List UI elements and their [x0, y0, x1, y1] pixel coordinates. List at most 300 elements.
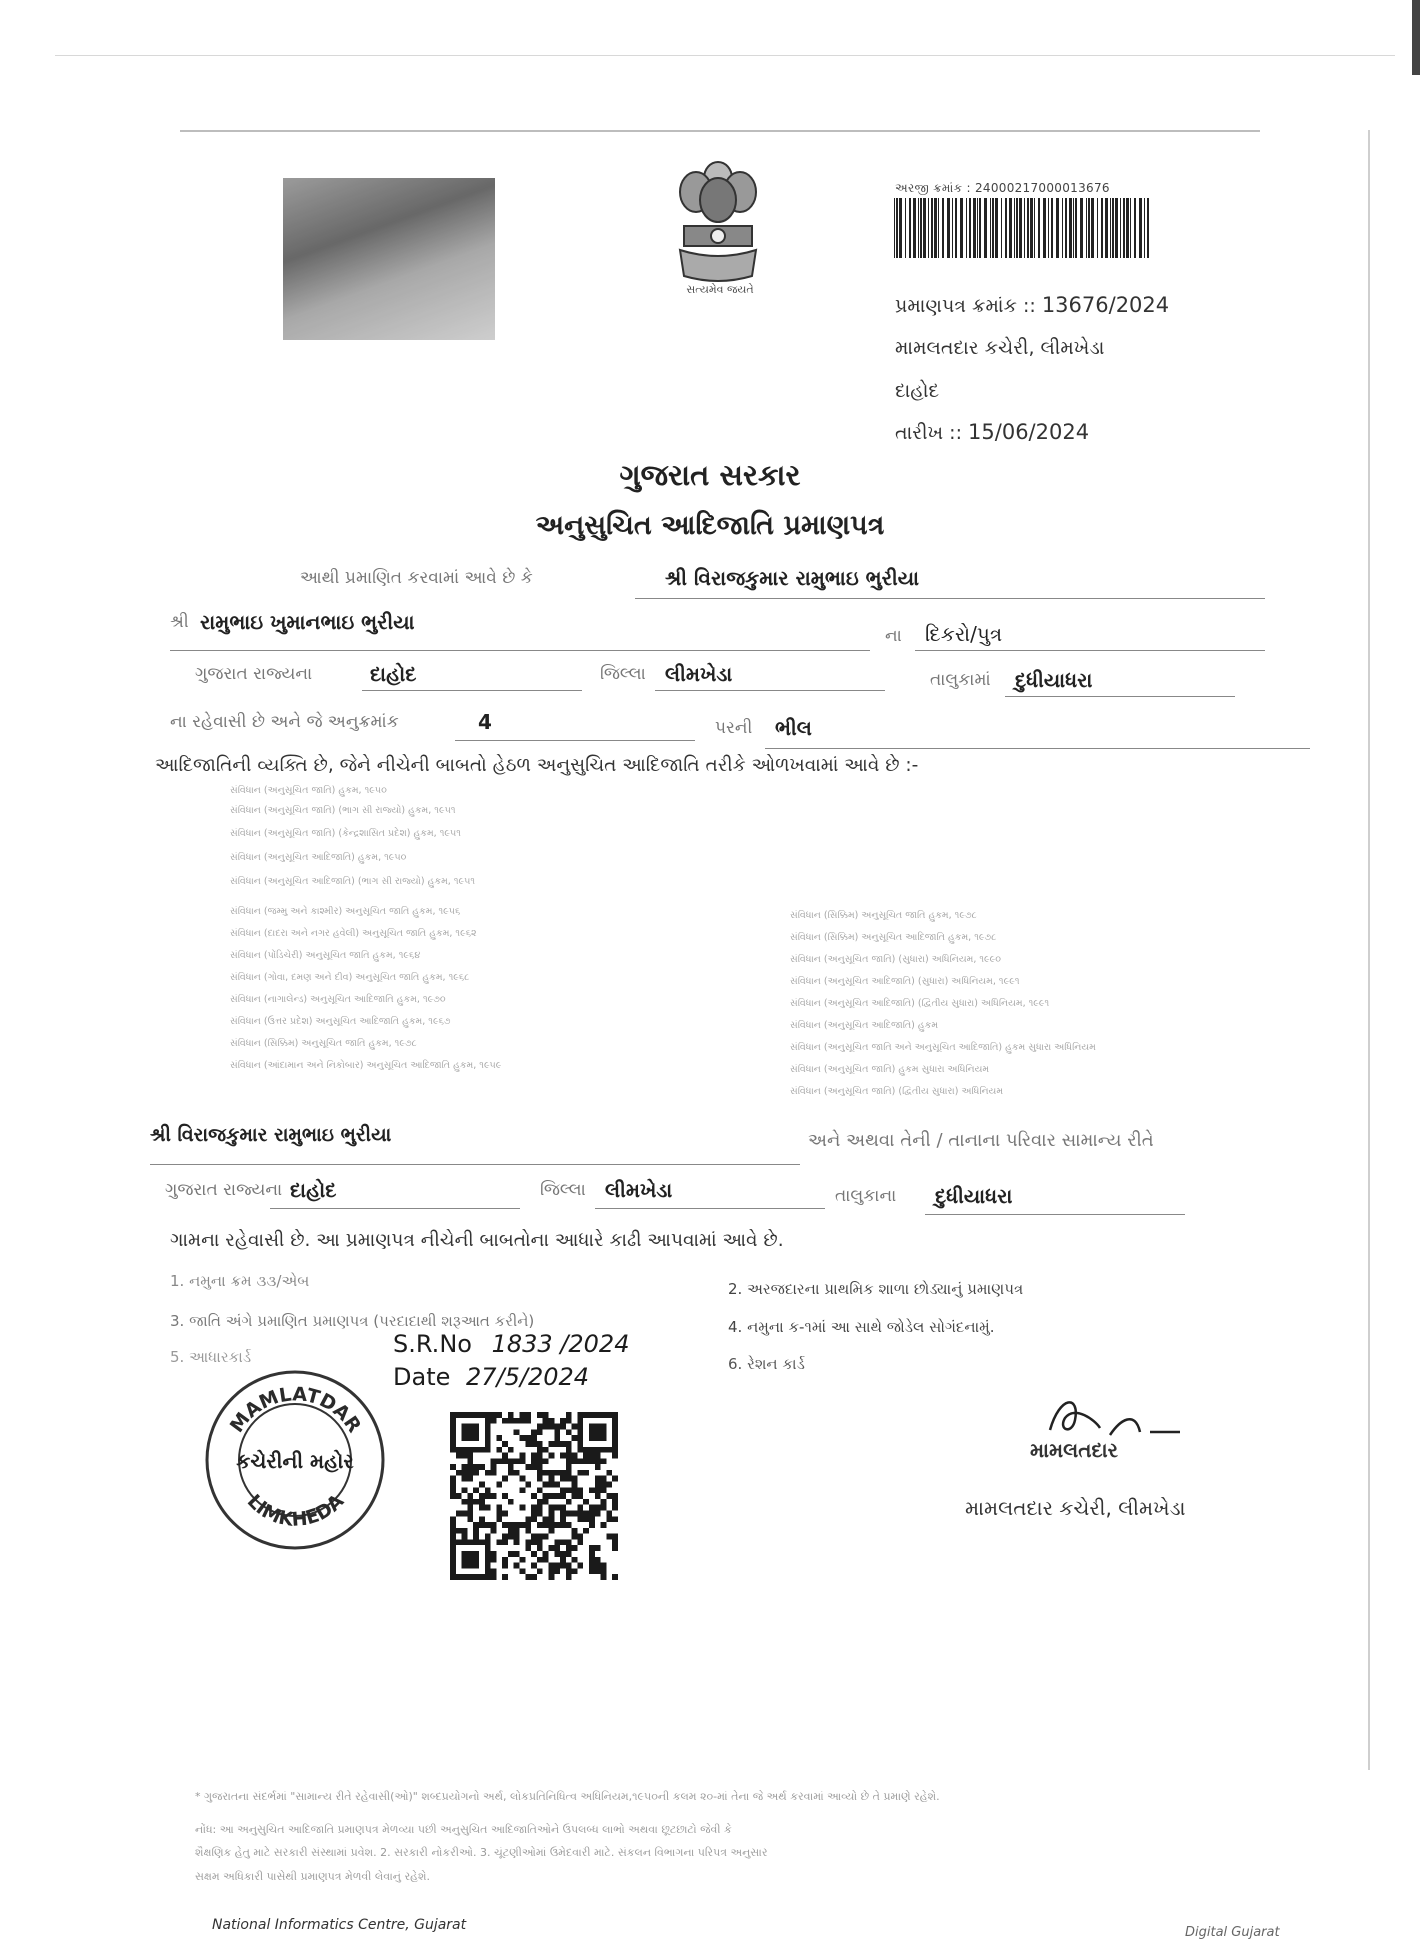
qr-module [485, 1435, 491, 1441]
qr-module [473, 1435, 479, 1441]
state-district-underline [362, 690, 582, 691]
qr-module [456, 1470, 462, 1476]
certificate-number-label: પ્રમાણપત્ર ક્રમાંક :: [895, 295, 1036, 317]
qr-module [612, 1412, 618, 1418]
issue-date-label: તારીખ :: [895, 422, 962, 444]
qr-module [479, 1505, 485, 1511]
qr-module [456, 1453, 462, 1459]
qr-module [560, 1505, 566, 1511]
qr-module [491, 1493, 497, 1499]
qr-module [502, 1418, 508, 1424]
qr-module [595, 1424, 601, 1430]
qr-module [612, 1516, 618, 1522]
document-4: 4. નમુના ક-૧માં આ સાથે જોડેલ સોગંદનામું. [728, 1318, 995, 1336]
qr-module [491, 1574, 497, 1580]
barcode-bar [899, 198, 902, 258]
qr-module [572, 1557, 578, 1563]
qr-module [554, 1429, 560, 1435]
state-district-underline-2 [270, 1208, 520, 1209]
qr-module [525, 1528, 531, 1534]
fine-print-right-5: સંવિધાન (અનુસૂચિત આદિજાતિ) (દ્વિતીય સુધારા) અધિનિયમ, ૧૯૯૧ [790, 998, 1050, 1009]
qr-module [560, 1424, 566, 1430]
qr-module [601, 1458, 607, 1464]
qr-module [566, 1476, 572, 1482]
frame-top-border [180, 130, 1260, 132]
qr-module [473, 1499, 479, 1505]
qr-module [566, 1574, 572, 1580]
qr-module [508, 1412, 514, 1418]
qr-module [548, 1441, 554, 1447]
qr-module [525, 1574, 531, 1580]
document-3: 3. જાતિ અંગે પ્રમાણિત પ્રમાણપત્ર (પરદાદાથી શરૂઆત કરીને) [170, 1312, 535, 1330]
qr-module [514, 1528, 520, 1534]
qr-module [531, 1510, 537, 1516]
qr-module [554, 1551, 560, 1557]
qr-module [462, 1412, 468, 1418]
qr-module [502, 1476, 508, 1482]
qr-module [520, 1568, 526, 1574]
qr-module [595, 1487, 601, 1493]
qr-module [560, 1470, 566, 1476]
qr-module [450, 1435, 456, 1441]
qr-module [572, 1545, 578, 1551]
qr-module [554, 1545, 560, 1551]
qr-module [467, 1476, 473, 1482]
qr-module [560, 1487, 566, 1493]
qr-module [543, 1493, 549, 1499]
barcode-bar [928, 198, 929, 258]
qr-module [462, 1574, 468, 1580]
father-name-underline [170, 650, 870, 651]
qr-module [577, 1505, 583, 1511]
sr-number-value: 1833 /2024 [491, 1330, 630, 1358]
qr-module [595, 1447, 601, 1453]
qr-module [589, 1563, 595, 1569]
scan-top-line [55, 55, 1395, 56]
seal-center-text: કચેરીની મહોર [236, 1449, 354, 1473]
barcode-bar [1080, 198, 1083, 258]
qr-module [548, 1493, 554, 1499]
qr-module [560, 1418, 566, 1424]
fine-print-left-3: સંવિધાન (પોંડિચેરી) અનુસૂચિત જાતિ હુકમ, ૧૯૬૪ [230, 950, 421, 961]
qr-module [543, 1447, 549, 1453]
qr-module [560, 1522, 566, 1528]
qr-module [572, 1487, 578, 1493]
qr-module [548, 1424, 554, 1430]
qr-module [601, 1568, 607, 1574]
qr-module [473, 1429, 479, 1435]
qr-module [514, 1539, 520, 1545]
qr-module [543, 1551, 549, 1557]
qr-module [612, 1453, 618, 1459]
qr-module [601, 1563, 607, 1569]
qr-module [601, 1574, 607, 1580]
qr-module [566, 1458, 572, 1464]
qr-module [595, 1545, 601, 1551]
qr-module [566, 1464, 572, 1470]
barcode-bar [1030, 198, 1033, 258]
barcode-bar [977, 198, 978, 258]
qr-module [589, 1551, 595, 1557]
barcode-bar [1147, 198, 1149, 258]
qr-module [554, 1505, 560, 1511]
qr-module [601, 1499, 607, 1505]
qr-module [612, 1441, 618, 1447]
barcode-bar [905, 198, 906, 258]
qr-module [485, 1568, 491, 1574]
taluka-label-2: તાલુકાના [835, 1186, 897, 1206]
qr-module [502, 1563, 508, 1569]
qr-module [508, 1551, 514, 1557]
qr-module [502, 1534, 508, 1540]
qr-module [612, 1505, 618, 1511]
digital-gujarat-credit: Digital Gujarat [1185, 1925, 1280, 1940]
qr-module [577, 1487, 583, 1493]
qr-module [462, 1487, 468, 1493]
qr-module [479, 1574, 485, 1580]
qr-module [485, 1412, 491, 1418]
qr-module [525, 1412, 531, 1418]
district-label-2: જિલ્લા [540, 1180, 586, 1200]
fine-print-left-4: સંવિધાન (ગોવા, દમણ અને દીવ) અનુસૂચિત જાતિ હુકમ, ૧૯૬૮ [230, 972, 470, 983]
qr-module [520, 1522, 526, 1528]
qr-module [502, 1557, 508, 1563]
qr-module [595, 1510, 601, 1516]
emblem-motto: સત્યમેવ જયતે [686, 283, 754, 296]
qr-module [491, 1557, 497, 1563]
qr-module [456, 1510, 462, 1516]
qr-module [456, 1412, 462, 1418]
qr-module [531, 1574, 537, 1580]
declaration-text: આદિજાતિની વ્યક્તિ છે, જેને નીચેની બાબતો હેઠળ અનુસુચિત આદિજાતિ તરીકે ઓળખવામાં આવે છે :- [155, 755, 919, 776]
qr-module [520, 1412, 526, 1418]
qr-module [537, 1447, 543, 1453]
qr-module [531, 1458, 537, 1464]
barcode-bar [1105, 198, 1108, 258]
qr-module [450, 1539, 456, 1545]
qr-module [479, 1464, 485, 1470]
qr-module [456, 1574, 462, 1580]
barcode-bar [1062, 198, 1063, 258]
qr-module [514, 1551, 520, 1557]
qr-module [525, 1539, 531, 1545]
qr-module [462, 1429, 468, 1435]
government-title: ગુજરાત સરકાર [619, 458, 801, 492]
barcode-bar [913, 198, 916, 258]
qr-module [537, 1464, 543, 1470]
qr-module [554, 1470, 560, 1476]
sr-date-value: 27/5/2024 [466, 1363, 590, 1391]
qr-module [577, 1441, 583, 1447]
taluka-value-2: દુધીયાધરા [935, 1184, 1013, 1208]
qr-module [543, 1499, 549, 1505]
national-emblem-icon [662, 150, 774, 300]
qr-module [502, 1510, 508, 1516]
sr-number-label: S.R.No [393, 1330, 472, 1358]
qr-module [537, 1412, 543, 1418]
qr-module [485, 1493, 491, 1499]
qr-module [485, 1545, 491, 1551]
qr-module [479, 1499, 485, 1505]
fine-print-left-2: સંવિધાન (દાદરા અને નગર હવેલી) અનુસૂચિત જાતિ હુકમ, ૧૯૬૨ [230, 928, 477, 939]
qr-module [462, 1435, 468, 1441]
barcode [892, 198, 1152, 258]
qr-module [473, 1534, 479, 1540]
qr-module [589, 1487, 595, 1493]
qr-module [502, 1453, 508, 1459]
barcode-bar [1014, 198, 1015, 258]
qr-module [491, 1464, 497, 1470]
svg-text:MAMLATDAR [226, 1383, 366, 1437]
qr-module [462, 1528, 468, 1534]
qr-module [606, 1516, 612, 1522]
barcode-bar [1024, 198, 1025, 258]
qr-module [583, 1447, 589, 1453]
basis-sentence: ગામના રહેવાસી છે. આ પ્રમાણપત્ર નીચેની બાબતોના આધારે કાઢી આપવામાં આવે છે. [170, 1230, 784, 1251]
qr-module [560, 1557, 566, 1563]
qr-module [502, 1574, 508, 1580]
qr-module [473, 1563, 479, 1569]
qr-module [554, 1441, 560, 1447]
qr-module [595, 1493, 601, 1499]
qr-module [543, 1412, 549, 1418]
qr-module [485, 1447, 491, 1453]
qr-module [508, 1464, 514, 1470]
barcode-bar [1088, 198, 1090, 258]
qr-module [531, 1563, 537, 1569]
qr-module [577, 1418, 583, 1424]
qr-module [560, 1453, 566, 1459]
qr-module [537, 1487, 543, 1493]
barcode-bar [1065, 198, 1067, 258]
certify-label: આથી પ્રમાણિત કરવામાં આવે છે કે [300, 568, 533, 588]
qr-module [566, 1412, 572, 1418]
barcode-bar [952, 198, 953, 258]
qr-module [583, 1499, 589, 1505]
qr-module [560, 1441, 566, 1447]
qr-module [525, 1516, 531, 1522]
qr-module [566, 1418, 572, 1424]
fine-print-wide-1: સંવિધાન (અનુસૂચિત જાતિ) હુકમ, ૧૯૫૦ [230, 785, 387, 796]
qr-module [525, 1482, 531, 1488]
caste-label: પરની [715, 718, 753, 738]
frame-right-border [1368, 130, 1370, 1770]
qr-module [473, 1487, 479, 1493]
qr-module [531, 1534, 537, 1540]
fine-print-right-2: સંવિધાન (સિક્કિમ) અનુસૂચિત આદિજાતિ હુકમ, ૧૯૭૮ [790, 932, 997, 943]
qr-module [467, 1510, 473, 1516]
qr-module [531, 1505, 537, 1511]
qr-module [531, 1516, 537, 1522]
qr-module [577, 1534, 583, 1540]
qr-module [473, 1470, 479, 1476]
qr-module [612, 1499, 618, 1505]
qr-module [525, 1522, 531, 1528]
qr-module [572, 1435, 578, 1441]
qr-module [491, 1412, 497, 1418]
barcode-bar [1034, 198, 1035, 258]
qr-module [543, 1424, 549, 1430]
qr-module [589, 1429, 595, 1435]
qr-module [462, 1453, 468, 1459]
document-1: 1. નમુના ક્રમ ૩૩/એબ [170, 1272, 310, 1290]
qr-module [566, 1522, 572, 1528]
qr-module [606, 1470, 612, 1476]
qr-module [456, 1493, 462, 1499]
qr-module [514, 1522, 520, 1528]
qr-module [496, 1447, 502, 1453]
qr-module [537, 1441, 543, 1447]
qr-module [450, 1464, 456, 1470]
qr-module [485, 1441, 491, 1447]
qr-module [456, 1539, 462, 1545]
barcode-bar [909, 198, 911, 258]
qr-module [612, 1424, 618, 1430]
qr-module [520, 1487, 526, 1493]
qr-module [450, 1551, 456, 1557]
qr-module [496, 1539, 502, 1545]
qr-module [467, 1539, 473, 1545]
qr-module [566, 1429, 572, 1435]
qr-module [601, 1412, 607, 1418]
qr-module [485, 1470, 491, 1476]
qr-module [572, 1424, 578, 1430]
qr-module [525, 1441, 531, 1447]
qr-module [572, 1482, 578, 1488]
qr-module [473, 1557, 479, 1563]
qr-module [612, 1545, 618, 1551]
resident-label: ના રહેવાસી છે અને જે અનુક્રમાંક [170, 712, 399, 732]
issuing-office: મામલતદાર કચેરી, લીમખેડા [895, 337, 1105, 359]
barcode-bar [1056, 198, 1059, 258]
qr-module [577, 1470, 583, 1476]
qr-module [514, 1534, 520, 1540]
issue-date-value: 15/06/2024 [968, 420, 1090, 444]
barcode-bar [1019, 198, 1022, 258]
qr-module [467, 1551, 473, 1557]
father-name: રામુભાઇ ખુમાનભાઇ ભુરીયા [200, 610, 415, 634]
qr-module [572, 1458, 578, 1464]
qr-module [496, 1458, 502, 1464]
barcode-bar [1001, 198, 1002, 258]
barcode-bar [1043, 198, 1046, 258]
qr-module [601, 1429, 607, 1435]
qr-module [566, 1539, 572, 1545]
qr-module [595, 1476, 601, 1482]
qr-module [589, 1453, 595, 1459]
qr-module [467, 1493, 473, 1499]
qr-module [479, 1522, 485, 1528]
qr-module [577, 1447, 583, 1453]
qr-module [537, 1545, 543, 1551]
qr-module [554, 1424, 560, 1430]
qr-module [514, 1458, 520, 1464]
fine-print-right-9: સંવિધાન (અનુસૂચિત જાતિ) (દ્વિતીય સુધારા) અધિનિયમ [790, 1086, 1004, 1097]
qr-module [572, 1453, 578, 1459]
qr-module [548, 1476, 554, 1482]
qr-module [485, 1557, 491, 1563]
footer-note-3: શૈક્ષણિક હેતુ માટે સરકારી સંસ્થામાં પ્રવેશ. 2. સરકારી નોકરીઓ. 3. ચૂંટણીઓમાં ઉમેદવારી માટે. સંકલન વિભાગના પરિપત્ર અનુસાર [195, 1846, 768, 1859]
qr-module [467, 1516, 473, 1522]
qr-module [462, 1563, 468, 1569]
qr-module [595, 1563, 601, 1569]
qr-module [589, 1545, 595, 1551]
fine-print-left-7: સંવિધાન (સિક્કિમ) અનુસૂચિત જાતિ હુકમ, ૧૯૭૮ [230, 1038, 417, 1049]
qr-module [462, 1476, 468, 1482]
qr-module [467, 1429, 473, 1435]
barcode-bar [920, 198, 922, 258]
qr-module [612, 1574, 618, 1580]
barcode-bar [969, 198, 971, 258]
qr-module [606, 1482, 612, 1488]
qr-module [554, 1493, 560, 1499]
qr-module [473, 1464, 479, 1470]
qr-module [543, 1522, 549, 1528]
qr-module [462, 1447, 468, 1453]
qr-module [589, 1510, 595, 1516]
barcode-bar [1110, 198, 1111, 258]
qr-module [485, 1522, 491, 1528]
qr-module [473, 1522, 479, 1528]
qr-module [606, 1534, 612, 1540]
of-label: ના [885, 626, 902, 646]
qr-module [491, 1458, 497, 1464]
qr-module [606, 1447, 612, 1453]
qr-module [548, 1528, 554, 1534]
barcode-bar [1051, 198, 1053, 258]
qr-module [601, 1476, 607, 1482]
district-value-2: લીમખેડા [605, 1178, 673, 1202]
qr-module [508, 1470, 514, 1476]
barcode-bar [955, 198, 957, 258]
qr-module [520, 1476, 526, 1482]
qr-module [450, 1522, 456, 1528]
qr-module [583, 1516, 589, 1522]
qr-module [467, 1563, 473, 1569]
qr-module [577, 1429, 583, 1435]
qr-module [496, 1482, 502, 1488]
qr-module [560, 1493, 566, 1499]
qr-module [548, 1453, 554, 1459]
document-6: 6. રેશન કાર્ડ [728, 1355, 805, 1373]
qr-module [606, 1412, 612, 1418]
footer-note-4: સક્ષમ અધિકારી પાસેથી પ્રમાણપત્ર મેળવી લેવાનું રહેશે. [195, 1870, 430, 1883]
qr-module [601, 1447, 607, 1453]
barcode-bar [960, 198, 963, 258]
barcode-bar [1075, 198, 1077, 258]
qr-module [502, 1539, 508, 1545]
qr-module [589, 1412, 595, 1418]
district-value: લીમખેડા [665, 662, 733, 686]
barcode-bar [1069, 198, 1072, 258]
qr-module [479, 1516, 485, 1522]
qr-module [491, 1470, 497, 1476]
qr-module [479, 1412, 485, 1418]
qr-module [577, 1516, 583, 1522]
fine-print-left-8: સંવિધાન (આંદામાન અને નિકોબાર) અનુસૂચિત આદિજાતિ હુકમ, ૧૯૫૯ [230, 1060, 502, 1071]
document-5: 5. આધારકાર્ડ [170, 1348, 252, 1366]
qr-module [548, 1574, 554, 1580]
qr-module [508, 1499, 514, 1505]
barcode-bar [1101, 198, 1103, 258]
qr-module [479, 1493, 485, 1499]
state-district-value: દાહોદ [370, 662, 417, 686]
qr-module [520, 1435, 526, 1441]
qr-module [566, 1510, 572, 1516]
qr-module [537, 1470, 543, 1476]
barcode-bar [979, 198, 981, 258]
qr-module [467, 1453, 473, 1459]
